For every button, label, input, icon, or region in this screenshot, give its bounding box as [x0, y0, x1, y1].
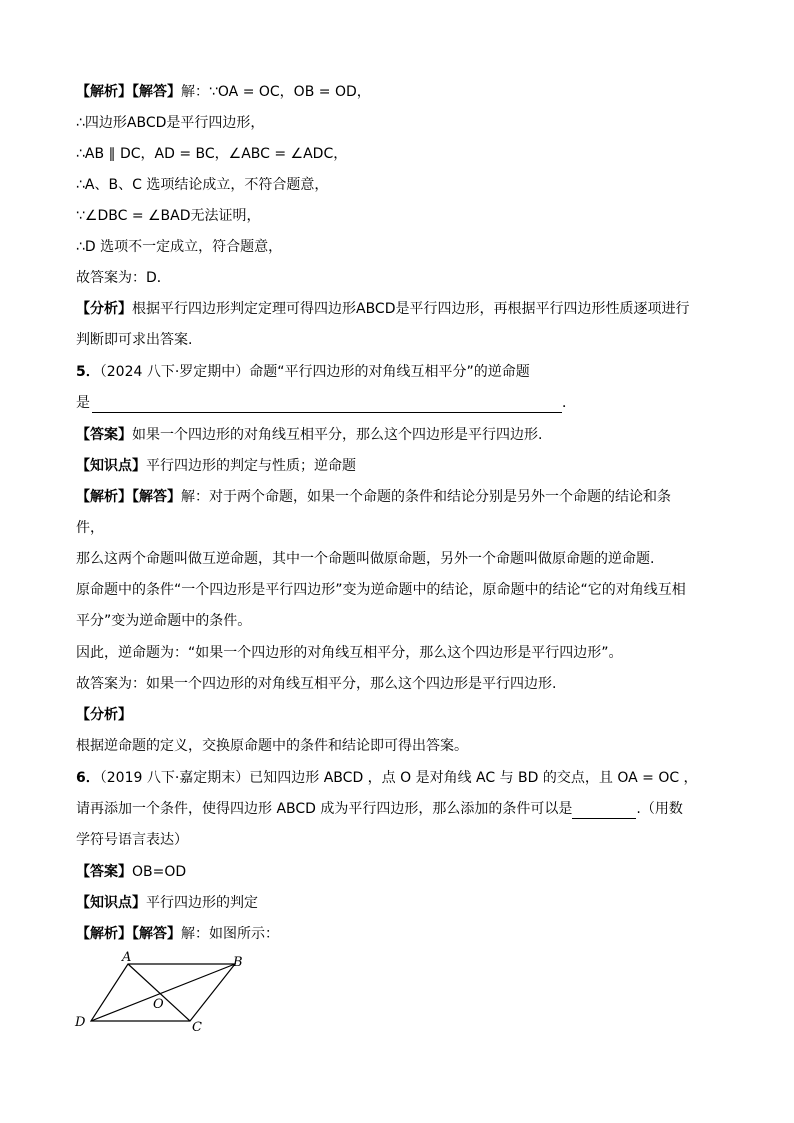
q6-knowledge [76, 893, 726, 913]
question-source: （2019 八下·嘉定期末） [99, 770, 250, 786]
question-stem: 是 [76, 395, 90, 411]
knowledge-tag: 【知识点】 [76, 458, 146, 474]
q5-analysis-3 [76, 549, 726, 569]
q5-answer [76, 425, 726, 445]
answer-blank [572, 804, 636, 819]
q4-line-9 [76, 330, 726, 350]
label-c: C [192, 1020, 202, 1035]
question-number: 6． [76, 770, 100, 786]
q5-analysis-1 [76, 487, 726, 507]
label-b: B [233, 955, 243, 970]
q6-answer [76, 862, 726, 882]
question-source: （2024 八下·罗定期中） [99, 364, 250, 380]
question-stem: 命题“平行四边形的对角线互相平分”的逆命题 [249, 364, 530, 380]
label-o: O [153, 997, 164, 1012]
label-a: A [122, 950, 132, 965]
q4-line-3 [76, 144, 726, 164]
q5-stem-2 [76, 393, 726, 413]
q5-analysis-6 [76, 643, 726, 663]
analysis-text: 解：∵OA = OC，OB = OD， [181, 84, 371, 100]
solution-step: ∴D 选项不一定成立，符合题意， [76, 239, 283, 255]
q4-line-6 [76, 237, 726, 257]
solution-step: ∴AB ∥ DC，AD = BC，∠ABC = ∠ADC， [76, 146, 348, 162]
q4-line-4 [76, 175, 726, 195]
question-stem: 请再添加一个条件，使得四边形 ABCD 成为平行四边形，那么添加的条件可以是 [76, 801, 573, 817]
analysis-tag: 【解析】【解答】 [76, 489, 181, 505]
solution-step: ∵∠DBC = ∠BAD无法证明， [76, 208, 261, 224]
diagonal-bd [91, 964, 235, 1021]
q4-line-2 [76, 113, 726, 133]
q6-analysis [76, 924, 726, 944]
analysis-text: 那么这两个命题叫做互逆命题，其中一个命题叫做原命题，另外一个命题叫做原命题的逆命题. [76, 551, 655, 567]
knowledge-text: 平行四边形的判定与性质；逆命题 [146, 458, 356, 474]
q5-knowledge [76, 456, 726, 476]
fenxi-tag: 【分析】 [76, 707, 132, 723]
answer-tag: 【答案】 [76, 427, 132, 443]
answer-text: 如果一个四边形的对角线互相平分，那么这个四边形是平行四边形. [132, 427, 543, 443]
parallelogram-figure [70, 950, 270, 1040]
knowledge-tag: 【知识点】 [76, 895, 146, 911]
q6-stem-1 [76, 768, 726, 788]
fenxi-text: 根据逆命题的定义，交换原命题中的条件和结论即可得出答案。 [76, 738, 468, 754]
question-stem: ． [562, 395, 576, 411]
question-number: 5． [76, 364, 100, 380]
answer-tag: 【答案】 [76, 864, 132, 880]
solution-step: ∴A、B、C 选项结论成立，不符合题意， [76, 177, 329, 193]
answer-blank [92, 398, 562, 413]
question-stem: .（用数 [636, 801, 683, 817]
analysis-text: 解：如图所示： [181, 926, 279, 942]
q5-analysis-7 [76, 674, 726, 694]
solution-step: ∴四边形ABCD是平行四边形， [76, 115, 265, 131]
analysis-text: 故答案为：如果一个四边形的对角线互相平分，那么这个四边形是平行四边形. [76, 676, 557, 692]
q4-line-1 [76, 82, 726, 102]
fenxi-text: 判断即可求出答案. [76, 332, 193, 348]
analysis-text: 平分”变为逆命题中的条件。 [76, 613, 252, 629]
fenxi-tag: 【分析】 [76, 301, 132, 317]
question-stem: 学符号语言表达） [76, 832, 188, 848]
q5-analysis-4 [76, 580, 726, 600]
knowledge-text: 平行四边形的判定 [146, 895, 258, 911]
q4-line-8 [76, 299, 726, 319]
diagonal-ac [128, 964, 190, 1021]
analysis-text: 因此，逆命题为：“如果一个四边形的对角线互相平分，那么这个四边形是平行四边形”。 [76, 645, 623, 661]
analysis-text: 原命题中的条件“一个四边形是平行四边形”变为逆命题中的结论，原命题中的结论“它的对角线互相 [76, 582, 686, 598]
q5-analysis-5 [76, 611, 726, 631]
question-stem: 已知四边形 ABCD ，点 O 是对角线 AC 与 BD 的交点，且 OA = OC ， [249, 770, 698, 786]
analysis-text: 件， [76, 520, 104, 536]
q4-line-7 [76, 268, 726, 288]
answer-text: OB=OD [132, 864, 187, 880]
label-d: D [75, 1015, 86, 1030]
analysis-text: 解：对于两个命题，如果一个命题的条件和结论分别是另外一个命题的结论和条 [181, 489, 671, 505]
solution-step: 故答案为：D． [76, 270, 171, 286]
q5-analysis-2 [76, 518, 726, 538]
q5-fenxi-tag [76, 705, 726, 725]
q6-stem-3 [76, 830, 726, 850]
q5-fenxi [76, 736, 726, 756]
q4-line-5 [76, 206, 726, 226]
q6-stem-2 [76, 799, 726, 819]
q5-stem [76, 362, 726, 382]
analysis-tag: 【解析】【解答】 [76, 926, 181, 942]
analysis-tag: 【解析】【解答】 [76, 84, 181, 100]
fenxi-text: 根据平行四边形判定定理可得四边形ABCD是平行四边形，再根据平行四边形性质逐项进行 [132, 301, 690, 317]
